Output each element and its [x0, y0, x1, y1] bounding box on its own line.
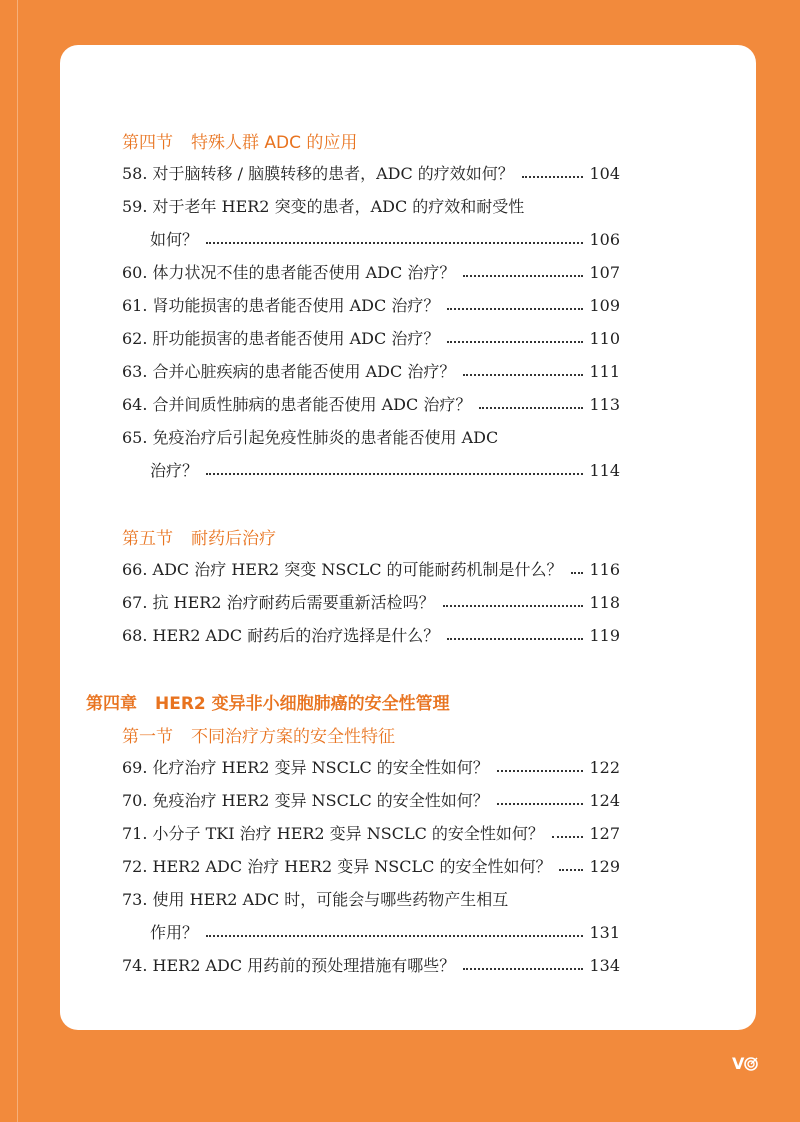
leader-dots [552, 835, 584, 838]
entry-title: 治疗？ [150, 461, 199, 480]
leader-dots [463, 373, 583, 376]
leader-dots [497, 769, 584, 772]
toc-entry-67[interactable] [122, 590, 620, 614]
chapter-number: 第四章 [86, 694, 137, 714]
entry-page: 129 [589, 857, 620, 876]
entry-title: 67. 抗 HER2 治疗耐药后需要重新活检吗？ [122, 593, 435, 612]
target-icon [744, 1057, 758, 1071]
entry-page: 110 [589, 329, 620, 348]
leader-dots [447, 307, 583, 310]
entry-page: 119 [589, 626, 620, 645]
entry-title: 65. 免疫治疗后引起免疫性肺炎的患者能否使用 ADC [122, 428, 499, 447]
toc-entry-65-cont[interactable] [122, 458, 620, 482]
entry-page: 104 [589, 164, 620, 183]
entry-page: 111 [589, 362, 620, 381]
toc-entry-71[interactable] [122, 821, 620, 845]
toc-entry-59[interactable] [122, 194, 620, 218]
leader-dots [571, 571, 584, 574]
chapter-title: HER2 变异非小细胞肺癌的安全性管理 [155, 694, 450, 714]
toc-entry-73[interactable] [122, 887, 620, 911]
toc-entry-60[interactable] [122, 260, 620, 284]
leader-dots [206, 934, 583, 937]
entry-page: 118 [589, 593, 620, 612]
page-number: V [732, 1054, 745, 1073]
section-heading-5 [122, 524, 276, 549]
margin-line [17, 0, 18, 1122]
leader-dots [479, 406, 583, 409]
entry-page: 122 [589, 758, 620, 777]
toc-entry-62[interactable] [122, 326, 620, 350]
entry-page: 127 [589, 824, 620, 843]
section-number: 第四节 [122, 133, 173, 153]
section-title: 特殊人群 ADC 的应用 [191, 133, 358, 153]
entry-title: 68. HER2 ADC 耐药后的治疗选择是什么？ [122, 626, 440, 645]
entry-title: 作用？ [150, 923, 199, 942]
entry-page: 114 [589, 461, 620, 480]
chapter-heading [86, 689, 450, 714]
entry-page: 106 [589, 230, 620, 249]
entry-title: 64. 合并间质性肺病的患者能否使用 ADC 治疗？ [122, 395, 472, 414]
section-heading-1 [122, 722, 395, 747]
toc-entry-63[interactable] [122, 359, 620, 383]
section-heading-4 [122, 128, 357, 153]
toc-entry-64[interactable] [122, 392, 620, 416]
leader-dots [463, 274, 583, 277]
entry-title: 71. 小分子 TKI 治疗 HER2 变异 NSCLC 的安全性如何？ [122, 824, 544, 843]
entry-title: 如何？ [150, 230, 199, 249]
leader-dots [206, 241, 583, 244]
toc-entry-68[interactable] [122, 623, 620, 647]
entry-page: 134 [589, 956, 620, 975]
section-title: 不同治疗方案的安全性特征 [191, 727, 395, 747]
entry-title: 60. 体力状况不佳的患者能否使用 ADC 治疗？ [122, 263, 456, 282]
leader-dots [463, 967, 583, 970]
entry-page: 113 [589, 395, 620, 414]
toc-entry-74[interactable] [122, 953, 620, 977]
entry-page: 107 [589, 263, 620, 282]
leader-dots [206, 472, 583, 475]
leader-dots [559, 868, 583, 871]
toc-entry-58[interactable] [122, 161, 620, 185]
toc-entry-61[interactable] [122, 293, 620, 317]
entry-title: 74. HER2 ADC 用药前的预处理措施有哪些？ [122, 956, 456, 975]
section-number: 第一节 [122, 727, 173, 747]
entry-page: 131 [589, 923, 620, 942]
toc-entry-66[interactable] [122, 557, 620, 581]
leader-dots [447, 340, 583, 343]
leader-dots [443, 604, 584, 607]
entry-title: 66. ADC 治疗 HER2 突变 NSCLC 的可能耐药机制是什么？ [122, 560, 563, 579]
toc-entry-72[interactable] [122, 854, 620, 878]
entry-title: 58. 对于脑转移 / 脑膜转移的患者，ADC 的疗效如何？ [122, 164, 514, 183]
leader-dots [447, 637, 583, 640]
entry-title: 72. HER2 ADC 治疗 HER2 变异 NSCLC 的安全性如何？ [122, 857, 552, 876]
entry-page: 116 [589, 560, 620, 579]
toc-entry-59-cont[interactable] [122, 227, 620, 251]
leader-dots [497, 802, 584, 805]
toc-entry-70[interactable] [122, 788, 620, 812]
leader-dots [522, 175, 584, 178]
entry-title: 62. 肝功能损害的患者能否使用 ADC 治疗？ [122, 329, 440, 348]
section-number: 第五节 [122, 529, 173, 549]
toc-entry-65[interactable] [122, 425, 620, 449]
entry-page: 109 [589, 296, 620, 315]
toc-entry-73-cont[interactable] [122, 920, 620, 944]
entry-title: 70. 免疫治疗 HER2 变异 NSCLC 的安全性如何？ [122, 791, 489, 810]
entry-title: 73. 使用 HER2 ADC 时，可能会与哪些药物产生相互 [122, 890, 509, 909]
entry-title: 61. 肾功能损害的患者能否使用 ADC 治疗？ [122, 296, 440, 315]
entry-title: 69. 化疗治疗 HER2 变异 NSCLC 的安全性如何？ [122, 758, 489, 777]
toc-entry-69[interactable] [122, 755, 620, 779]
entry-title: 63. 合并心脏疾病的患者能否使用 ADC 治疗？ [122, 362, 456, 381]
entry-page: 124 [589, 791, 620, 810]
section-title: 耐药后治疗 [191, 529, 276, 549]
entry-title: 59. 对于老年 HER2 突变的患者，ADC 的疗效和耐受性 [122, 197, 525, 216]
